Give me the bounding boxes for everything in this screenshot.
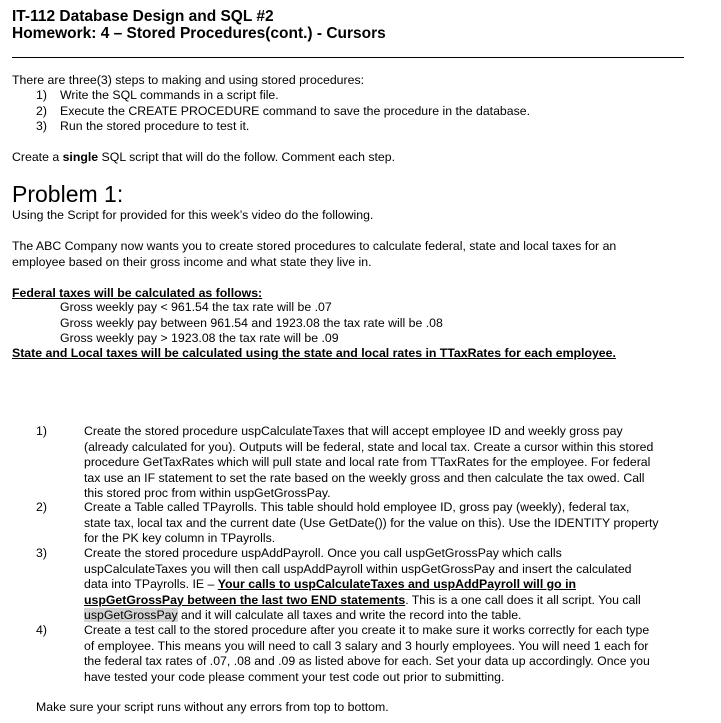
step-1-text: Write the SQL commands in a script file. [60, 88, 279, 102]
header-divider [12, 57, 684, 58]
step-2-text: Execute the CREATE PROCEDURE command to save the procedure in the database. [60, 104, 531, 118]
problem-title: Problem 1: [12, 181, 124, 207]
task-3-text: Create the stored procedure uspAddPayroll. Once you call uspGetGrossPay which calls uspCalculateTaxes you will then call uspAddPayroll within uspGetGrossPay and insert the calculated data into TPayrolls. IE – Your calls to uspCalculateTaxes and uspAddPayroll will go in uspGetGrossPay between the last two END statements. This is a one call does it all script. You call uspGetGrossPay and it will calculate all taxes and write the record into the table. [84, 546, 641, 622]
problem-subtitle: Using the Script for provided for this week’s video do the following. [12, 208, 374, 222]
course-title: IT-112 Database Design and SQL #2 [12, 8, 274, 25]
task-1-text: Create the stored procedure uspCalculateTaxes that will accept employee ID and weekly gross pay (already calculated for you). Outputs will be federal, state and local tax. Create a cursor within this stored procedure GetTaxRates which will pull state and local rate from TTaxRates for the employee. For federal tax use an IF statement to set the rate based on the weekly gross and then calculate the tax owed. Call this stored proc from within uspGetGrossPay. [84, 424, 654, 500]
step-3-text: Run the stored procedure to test it. [60, 119, 250, 133]
task-2-text: Create a Table called TPayrolls. This table should hold employee ID, gross pay (weekly), federal tax, state tax, local tax and the current date (Use GetDate()) for the value on this). Use the IDENTITY property for the PK key column in TPayrolls. [84, 500, 659, 545]
state-local-heading: State and Local taxes will be calculated using the state and local rates in TTaxRates for each employee. [12, 346, 616, 360]
footer-note: Make sure your script runs without any errors from top to bottom. [36, 700, 389, 714]
step-2-number: 2) [36, 104, 47, 118]
step-1-number: 1) [36, 88, 47, 102]
federal-rule: Gross weekly pay > 1923.08 the tax rate will be .09 [60, 331, 339, 345]
task-1-number: 1) [36, 424, 47, 438]
federal-rule: Gross weekly pay < 961.54 the tax rate will be .07 [60, 300, 332, 314]
federal-rule: Gross weekly pay between 961.54 and 1923.08 the tax rate will be .08 [60, 316, 443, 330]
intro-lead: There are three(3) steps to making and using stored procedures: [12, 73, 365, 87]
task-4-text: Create a test call to the stored procedure after you create it to make sure it works correctly for each type of employee. This means you will need to call 3 salary and 3 hourly employees. You will need 1 each for the federal tax rates of .07, .08 and .09 as listed above for each. Set your data up accordingly. Once you have tested your code please comment your test code out prior to submitting. [84, 623, 650, 684]
task-2-number: 2) [36, 500, 47, 514]
problem-description-1: The ABC Company now wants you to create stored procedures to calculate federal, state and local taxes for an [12, 239, 617, 253]
step-3-number: 3) [36, 119, 47, 133]
federal-heading: Federal taxes will be calculated as follows: [12, 286, 263, 300]
create-instruction: Create a single SQL script that will do the follow. Comment each step. [12, 150, 395, 164]
task-3-number: 3) [36, 546, 47, 560]
homework-title: Homework: 4 – Stored Procedures(cont.) - Cursors [12, 25, 386, 42]
task-4-number: 4) [36, 623, 47, 637]
problem-description-2: employee based on their gross income and what state they live in. [12, 255, 372, 269]
highlighted-proc-name: uspGetGrossPay [84, 608, 178, 622]
